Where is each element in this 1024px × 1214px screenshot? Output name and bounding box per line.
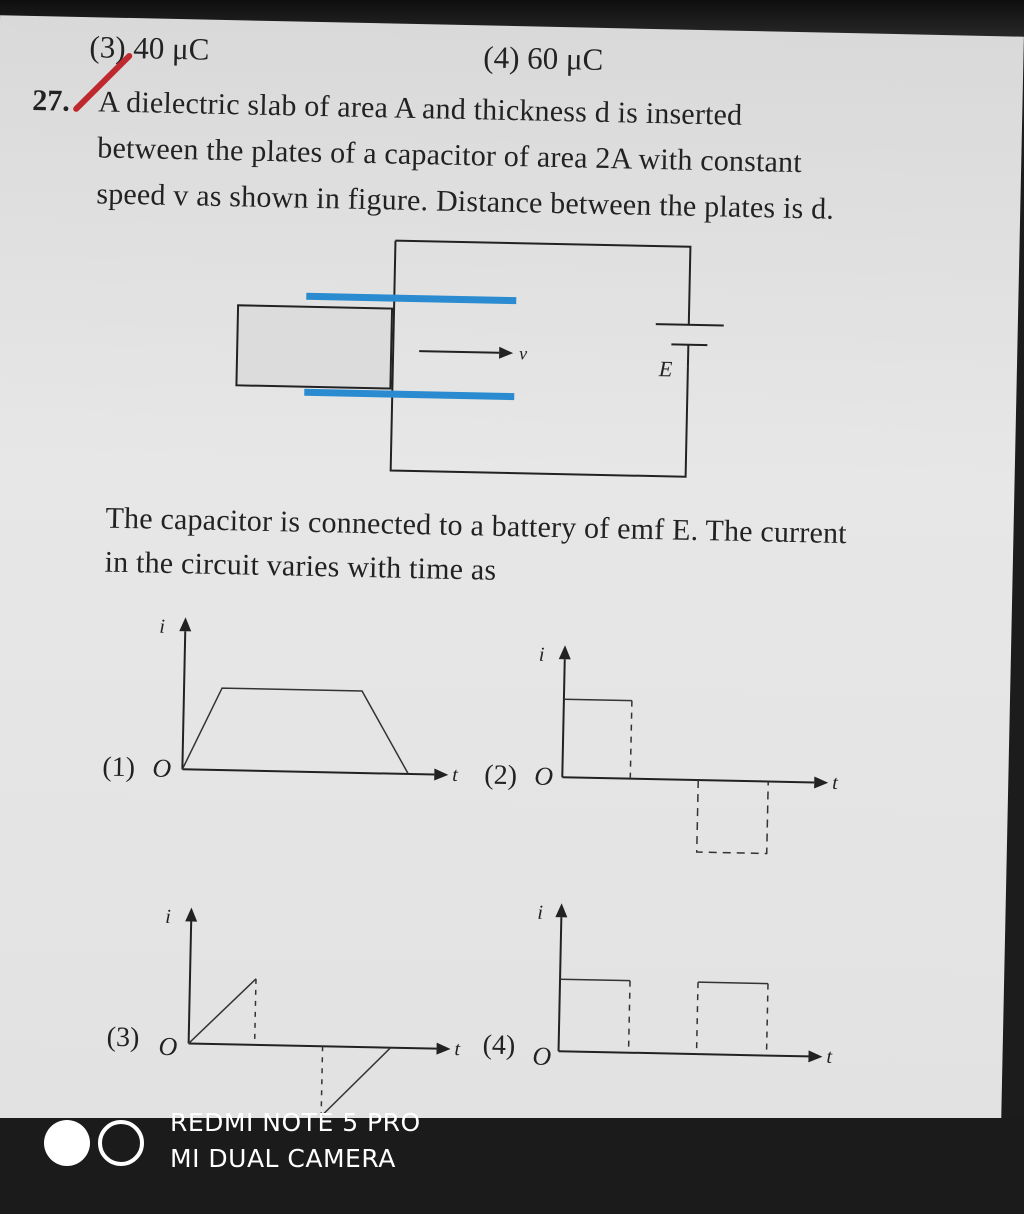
- ramp-drop-dashed: [255, 979, 256, 1045]
- battery-label: E: [658, 356, 673, 382]
- x-axis: [559, 1051, 809, 1056]
- graph-option-4: [478, 886, 862, 1094]
- followup-line-1: The capacitor is connected to a battery of emf E. The current: [105, 501, 848, 551]
- x-axis: [189, 1043, 437, 1048]
- negative-pulse: [697, 780, 768, 853]
- second-pulse-drop: [766, 984, 768, 1056]
- y-axis-arrowhead: [559, 645, 571, 659]
- x-axis-arrowhead: [434, 769, 448, 781]
- graph-option-1: [94, 607, 468, 805]
- x-axis-label: t: [454, 1038, 461, 1061]
- question-line-1: A dielectric slab of area A and thickness d is inserted: [97, 85, 743, 132]
- circuit-diagram: [220, 235, 745, 496]
- question-line-2: between the plates of a capacitor of area 2A with constant: [97, 131, 803, 180]
- second-pulse-top: [698, 982, 768, 983]
- y-axis-arrowhead: [179, 617, 191, 631]
- y-axis: [562, 659, 564, 777]
- rising-ramp: [189, 977, 256, 1044]
- watermark-line-2: MI DUAL CAMERA: [170, 1144, 396, 1173]
- pulse-drop-dashed: [630, 701, 632, 779]
- option-4-previous: (4) 60 μC: [482, 39, 604, 77]
- first-pulse-top: [560, 979, 630, 980]
- battery-short-plate: [671, 344, 707, 345]
- photo-bottom-edge: [0, 1118, 1024, 1214]
- origin-label: O: [533, 761, 554, 792]
- y-axis-label: i: [165, 905, 172, 929]
- graph-option-3: [95, 878, 480, 1126]
- y-axis-label: i: [159, 615, 166, 638]
- second-pulse-rise: [697, 982, 699, 1054]
- camera-logo-filled-circle: [44, 1120, 90, 1166]
- camera-logo-ring-circle: [98, 1120, 144, 1166]
- origin-label: O: [532, 1041, 552, 1072]
- battery-long-plate: [656, 324, 724, 325]
- x-axis-label: t: [452, 763, 459, 787]
- option-3-label: (3): [106, 1021, 140, 1054]
- option-1-label: (1): [102, 751, 136, 784]
- y-axis-label: i: [538, 643, 545, 666]
- y-axis-arrowhead: [555, 903, 567, 917]
- velocity-label: v: [518, 343, 528, 364]
- textbook-page: [0, 15, 1024, 1150]
- question-line-3: speed v as shown in figure. Distance between the plates is d.: [96, 177, 835, 226]
- lower-plate: [304, 389, 514, 400]
- x-axis-label: t: [826, 1045, 833, 1068]
- negative-ramp-dashed: [321, 1046, 322, 1116]
- followup-line-2: in the circuit varies with time as: [104, 545, 497, 587]
- wire-bottom: [391, 241, 691, 477]
- velocity-arrow: [419, 351, 499, 353]
- y-axis: [182, 631, 185, 769]
- velocity-arrowhead: [499, 347, 513, 359]
- option-2-label: (2): [483, 759, 518, 792]
- negative-ramp: [321, 1046, 390, 1117]
- current-trapezoid: [182, 687, 410, 774]
- x-axis-arrowhead: [814, 776, 828, 788]
- upper-plate: [306, 293, 516, 304]
- question-number: 27.: [31, 83, 71, 118]
- dielectric-slab: [236, 305, 392, 388]
- watermark-line-1: REDMI NOTE 5 PRO: [170, 1108, 421, 1137]
- origin-label: O: [152, 753, 172, 784]
- option-4-label: (4): [482, 1029, 516, 1062]
- y-axis-arrowhead: [185, 907, 197, 921]
- origin-label: O: [158, 1031, 178, 1062]
- y-axis: [189, 921, 192, 1043]
- first-pulse-drop: [629, 981, 631, 1053]
- y-axis-label: i: [537, 901, 544, 924]
- x-axis-label: t: [831, 771, 839, 794]
- x-axis: [182, 769, 434, 774]
- x-axis-arrowhead: [436, 1043, 450, 1055]
- x-axis-arrowhead: [808, 1050, 822, 1062]
- graph-option-2: [482, 616, 868, 894]
- option-3-previous: (3) 40 μC: [89, 29, 210, 67]
- x-axis: [562, 777, 814, 782]
- y-axis: [559, 917, 562, 1051]
- positive-pulse-top: [564, 699, 632, 700]
- wire-top: [394, 241, 691, 325]
